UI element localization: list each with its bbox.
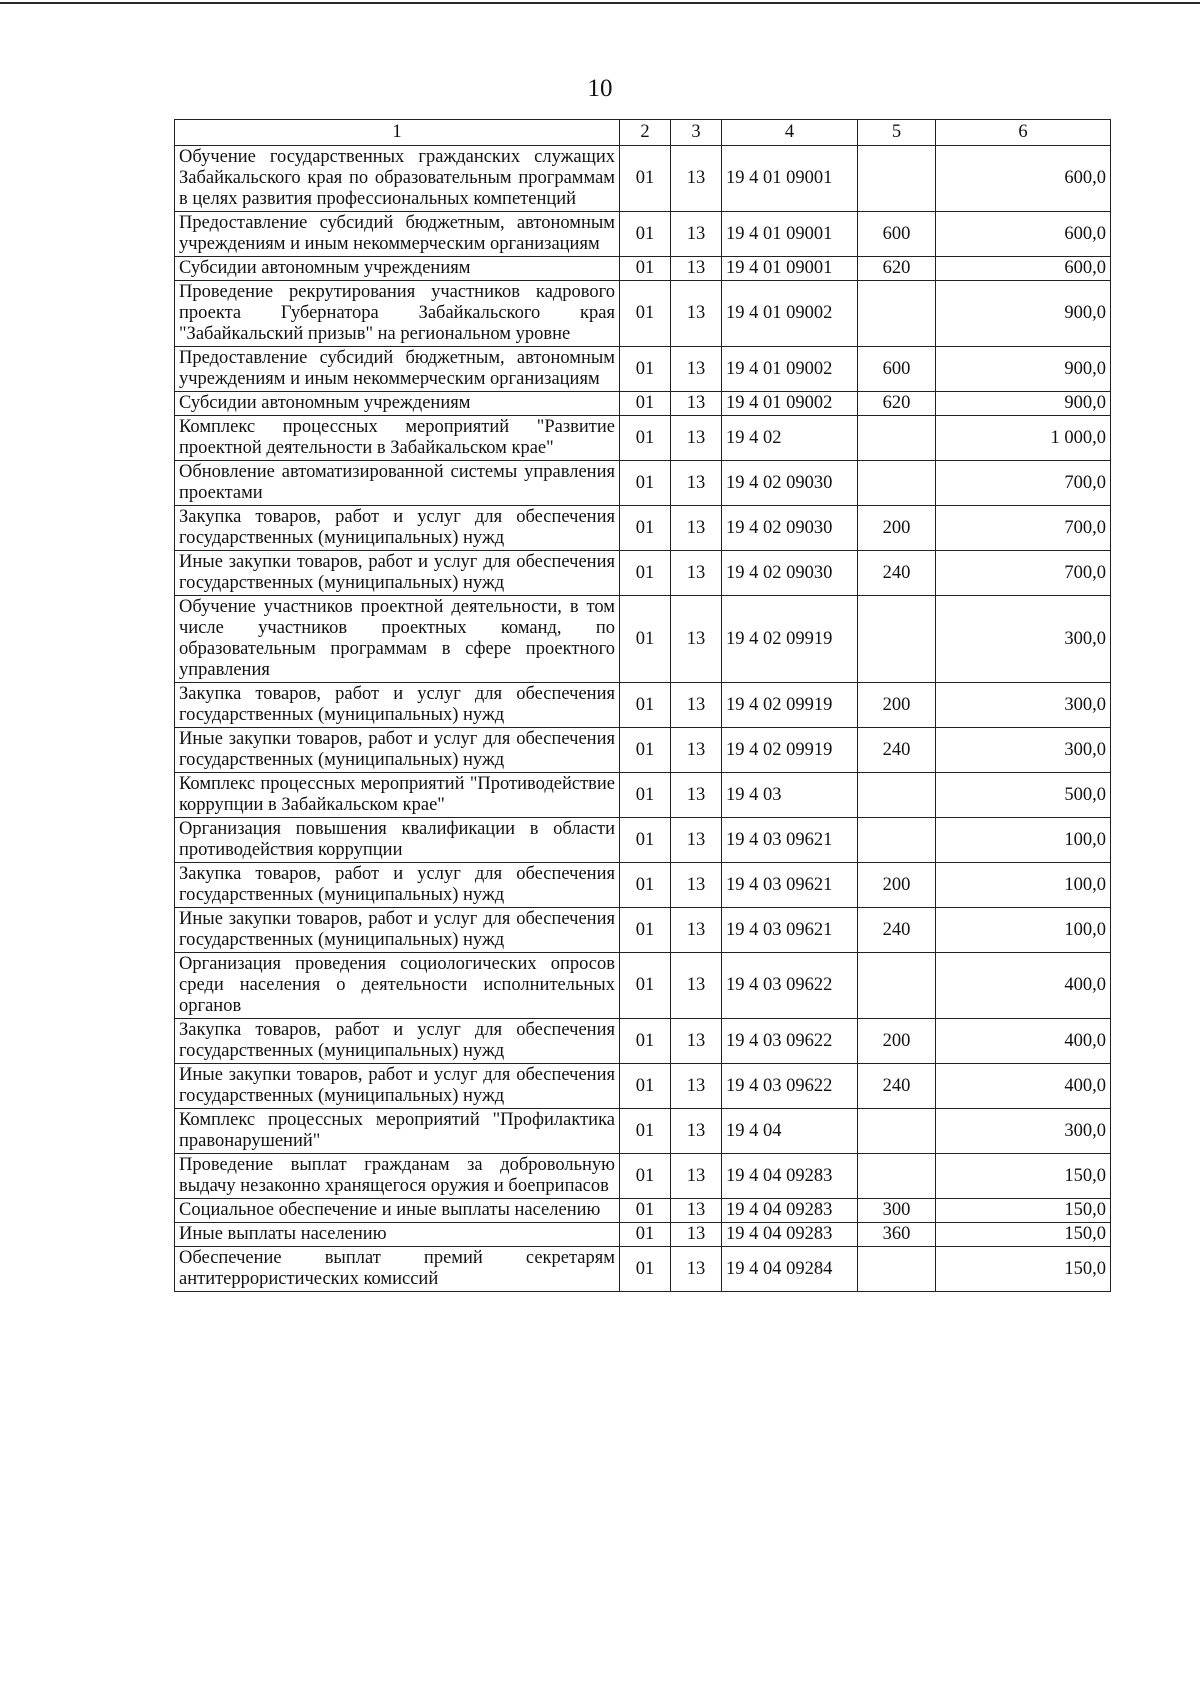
cell-subsection: 13 (671, 506, 722, 551)
cell-name: Проведение рекрутирования участников кадрового проекта Губернатора Забайкальского края "Забайкальский призыв" на региональном уровне (175, 281, 620, 347)
cell-subsection: 13 (671, 1199, 722, 1223)
cell-subsection: 13 (671, 1064, 722, 1109)
cell-name: Обновление автоматизированной системы управления проектами (175, 461, 620, 506)
page-number: 10 (587, 75, 613, 102)
table-row (175, 863, 1111, 908)
cell-subsection: 13 (671, 416, 722, 461)
top-rule (0, 2, 1200, 4)
cell-type: 360 (858, 1223, 936, 1247)
cell-section: 01 (620, 1019, 671, 1064)
cell-amount: 300,0 (936, 1109, 1111, 1154)
cell-subsection: 13 (671, 728, 722, 773)
cell-type: 620 (858, 392, 936, 416)
cell-type: 240 (858, 1064, 936, 1109)
cell-amount: 100,0 (936, 818, 1111, 863)
cell-type (858, 1247, 936, 1292)
cell-subsection: 13 (671, 551, 722, 596)
column-header-amount: 6 (936, 120, 1111, 146)
cell-section: 01 (620, 416, 671, 461)
cell-code: 19 4 03 09621 (722, 818, 858, 863)
cell-section: 01 (620, 392, 671, 416)
table-row (175, 773, 1111, 818)
cell-section: 01 (620, 863, 671, 908)
table-header-row (175, 120, 1111, 146)
cell-amount: 400,0 (936, 1064, 1111, 1109)
cell-amount: 300,0 (936, 728, 1111, 773)
cell-type: 620 (858, 257, 936, 281)
cell-name: Иные выплаты населению (175, 1223, 620, 1247)
table-row (175, 1154, 1111, 1199)
cell-subsection: 13 (671, 281, 722, 347)
cell-name: Иные закупки товаров, работ и услуг для обеспечения государственных (муниципальных) нужд (175, 908, 620, 953)
cell-name: Организация проведения социологических опросов среди населения о деятельности исполнительных органов (175, 953, 620, 1019)
table-row (175, 596, 1111, 683)
cell-section: 01 (620, 212, 671, 257)
cell-type: 240 (858, 908, 936, 953)
cell-type (858, 1109, 936, 1154)
cell-section: 01 (620, 257, 671, 281)
cell-section: 01 (620, 953, 671, 1019)
cell-subsection: 13 (671, 1223, 722, 1247)
cell-section: 01 (620, 1199, 671, 1223)
cell-subsection: 13 (671, 212, 722, 257)
cell-code: 19 4 03 09622 (722, 953, 858, 1019)
cell-code: 19 4 04 09283 (722, 1223, 858, 1247)
cell-subsection: 13 (671, 953, 722, 1019)
table-row (175, 1247, 1111, 1292)
table-row (175, 551, 1111, 596)
cell-code: 19 4 01 09001 (722, 146, 858, 212)
cell-subsection: 13 (671, 908, 722, 953)
column-header-section: 2 (620, 120, 671, 146)
cell-code: 19 4 02 (722, 416, 858, 461)
table-body (175, 146, 1111, 1292)
table-row (175, 1109, 1111, 1154)
cell-code: 19 4 01 09001 (722, 257, 858, 281)
cell-type (858, 953, 936, 1019)
cell-type (858, 773, 936, 818)
table-row (175, 416, 1111, 461)
budget-table (174, 119, 1111, 1292)
cell-code: 19 4 01 09002 (722, 347, 858, 392)
cell-section: 01 (620, 461, 671, 506)
cell-amount: 600,0 (936, 212, 1111, 257)
table-row (175, 908, 1111, 953)
table-row (175, 347, 1111, 392)
cell-code: 19 4 01 09002 (722, 392, 858, 416)
table-row (175, 146, 1111, 212)
cell-type: 200 (858, 506, 936, 551)
cell-amount: 300,0 (936, 596, 1111, 683)
cell-type (858, 461, 936, 506)
cell-amount: 100,0 (936, 908, 1111, 953)
cell-section: 01 (620, 1154, 671, 1199)
cell-amount: 500,0 (936, 773, 1111, 818)
table-row (175, 506, 1111, 551)
table-row (175, 1064, 1111, 1109)
cell-name: Комплекс процессных мероприятий "Профилактика правонарушений" (175, 1109, 620, 1154)
cell-subsection: 13 (671, 461, 722, 506)
cell-type: 200 (858, 1019, 936, 1064)
table-row (175, 461, 1111, 506)
cell-section: 01 (620, 1223, 671, 1247)
cell-name: Иные закупки товаров, работ и услуг для обеспечения государственных (муниципальных) нужд (175, 728, 620, 773)
cell-name: Иные закупки товаров, работ и услуг для обеспечения государственных (муниципальных) нужд (175, 1064, 620, 1109)
cell-amount: 700,0 (936, 551, 1111, 596)
column-header-type: 5 (858, 120, 936, 146)
cell-amount: 400,0 (936, 953, 1111, 1019)
cell-name: Закупка товаров, работ и услуг для обеспечения государственных (муниципальных) нужд (175, 1019, 620, 1064)
cell-subsection: 13 (671, 773, 722, 818)
cell-type (858, 281, 936, 347)
table-row (175, 1223, 1111, 1247)
cell-section: 01 (620, 728, 671, 773)
cell-type (858, 1154, 936, 1199)
cell-amount: 700,0 (936, 506, 1111, 551)
cell-amount: 150,0 (936, 1223, 1111, 1247)
column-header-subsection: 3 (671, 120, 722, 146)
cell-subsection: 13 (671, 1154, 722, 1199)
cell-type: 200 (858, 863, 936, 908)
cell-name: Обучение государственных гражданских служащих Забайкальского края по образовательным программам в целях развития профессиональных компетенций (175, 146, 620, 212)
cell-name: Комплекс процессных мероприятий "Развитие проектной деятельности в Забайкальском крае" (175, 416, 620, 461)
cell-amount: 900,0 (936, 347, 1111, 392)
cell-code: 19 4 04 09283 (722, 1154, 858, 1199)
cell-code: 19 4 02 09030 (722, 461, 858, 506)
cell-subsection: 13 (671, 392, 722, 416)
table-row (175, 1019, 1111, 1064)
cell-name: Социальное обеспечение и иные выплаты населению (175, 1199, 620, 1223)
cell-type: 300 (858, 1199, 936, 1223)
cell-amount: 700,0 (936, 461, 1111, 506)
cell-section: 01 (620, 506, 671, 551)
cell-section: 01 (620, 1247, 671, 1292)
cell-type: 200 (858, 683, 936, 728)
cell-code: 19 4 03 09622 (722, 1019, 858, 1064)
table-row (175, 818, 1111, 863)
cell-section: 01 (620, 1064, 671, 1109)
cell-code: 19 4 02 09919 (722, 596, 858, 683)
cell-name: Обучение участников проектной деятельности, в том числе участников проектных команд, по образовательным программам в сфере проектного управления (175, 596, 620, 683)
cell-type (858, 818, 936, 863)
cell-subsection: 13 (671, 146, 722, 212)
cell-code: 19 4 01 09001 (722, 212, 858, 257)
cell-subsection: 13 (671, 596, 722, 683)
cell-section: 01 (620, 1109, 671, 1154)
cell-name: Проведение выплат гражданам за добровольную выдачу незаконно хранящегося оружия и боеприпасов (175, 1154, 620, 1199)
cell-code: 19 4 02 09030 (722, 551, 858, 596)
table-row (175, 392, 1111, 416)
cell-amount: 900,0 (936, 392, 1111, 416)
cell-section: 01 (620, 773, 671, 818)
cell-code: 19 4 04 09284 (722, 1247, 858, 1292)
cell-amount: 300,0 (936, 683, 1111, 728)
cell-code: 19 4 03 09621 (722, 863, 858, 908)
cell-amount: 100,0 (936, 863, 1111, 908)
column-header-name: 1 (175, 120, 620, 146)
cell-subsection: 13 (671, 1247, 722, 1292)
cell-type (858, 596, 936, 683)
cell-section: 01 (620, 347, 671, 392)
cell-amount: 150,0 (936, 1247, 1111, 1292)
cell-code: 19 4 03 09621 (722, 908, 858, 953)
cell-section: 01 (620, 818, 671, 863)
cell-name: Предоставление субсидий бюджетным, автономным учреждениям и иным некоммерческим организациям (175, 347, 620, 392)
cell-name: Закупка товаров, работ и услуг для обеспечения государственных (муниципальных) нужд (175, 863, 620, 908)
cell-code: 19 4 03 09622 (722, 1064, 858, 1109)
table-row (175, 257, 1111, 281)
cell-amount: 400,0 (936, 1019, 1111, 1064)
cell-code: 19 4 02 09030 (722, 506, 858, 551)
cell-subsection: 13 (671, 863, 722, 908)
cell-amount: 150,0 (936, 1199, 1111, 1223)
cell-section: 01 (620, 146, 671, 212)
cell-name: Иные закупки товаров, работ и услуг для обеспечения государственных (муниципальных) нужд (175, 551, 620, 596)
cell-code: 19 4 02 09919 (722, 683, 858, 728)
cell-name: Комплекс процессных мероприятий "Противодействие коррупции в Забайкальском крае" (175, 773, 620, 818)
cell-subsection: 13 (671, 1019, 722, 1064)
cell-amount: 150,0 (936, 1154, 1111, 1199)
column-header-code: 4 (722, 120, 858, 146)
cell-amount: 600,0 (936, 146, 1111, 212)
cell-type: 240 (858, 551, 936, 596)
cell-name: Субсидии автономным учреждениям (175, 392, 620, 416)
table-row (175, 728, 1111, 773)
cell-section: 01 (620, 551, 671, 596)
cell-subsection: 13 (671, 1109, 722, 1154)
cell-subsection: 13 (671, 683, 722, 728)
cell-amount: 600,0 (936, 257, 1111, 281)
cell-code: 19 4 03 (722, 773, 858, 818)
cell-type: 600 (858, 347, 936, 392)
table-row (175, 212, 1111, 257)
cell-name: Субсидии автономным учреждениям (175, 257, 620, 281)
cell-section: 01 (620, 683, 671, 728)
cell-amount: 1 000,0 (936, 416, 1111, 461)
cell-type: 240 (858, 728, 936, 773)
table-row (175, 281, 1111, 347)
cell-subsection: 13 (671, 257, 722, 281)
cell-section: 01 (620, 908, 671, 953)
cell-subsection: 13 (671, 818, 722, 863)
cell-code: 19 4 04 09283 (722, 1199, 858, 1223)
cell-name: Организация повышения квалификации в области противодействия коррупции (175, 818, 620, 863)
cell-section: 01 (620, 281, 671, 347)
table-row (175, 953, 1111, 1019)
cell-subsection: 13 (671, 347, 722, 392)
cell-name: Предоставление субсидий бюджетным, автономным учреждениям и иным некоммерческим организациям (175, 212, 620, 257)
cell-code: 19 4 02 09919 (722, 728, 858, 773)
cell-name: Обеспечение выплат премий секретарям антитеррористических комиссий (175, 1247, 620, 1292)
table-row (175, 1199, 1111, 1223)
cell-type: 600 (858, 212, 936, 257)
table-row (175, 683, 1111, 728)
cell-name: Закупка товаров, работ и услуг для обеспечения государственных (муниципальных) нужд (175, 506, 620, 551)
cell-code: 19 4 04 (722, 1109, 858, 1154)
cell-amount: 900,0 (936, 281, 1111, 347)
cell-type (858, 416, 936, 461)
cell-type (858, 146, 936, 212)
cell-code: 19 4 01 09002 (722, 281, 858, 347)
cell-section: 01 (620, 596, 671, 683)
cell-name: Закупка товаров, работ и услуг для обеспечения государственных (муниципальных) нужд (175, 683, 620, 728)
